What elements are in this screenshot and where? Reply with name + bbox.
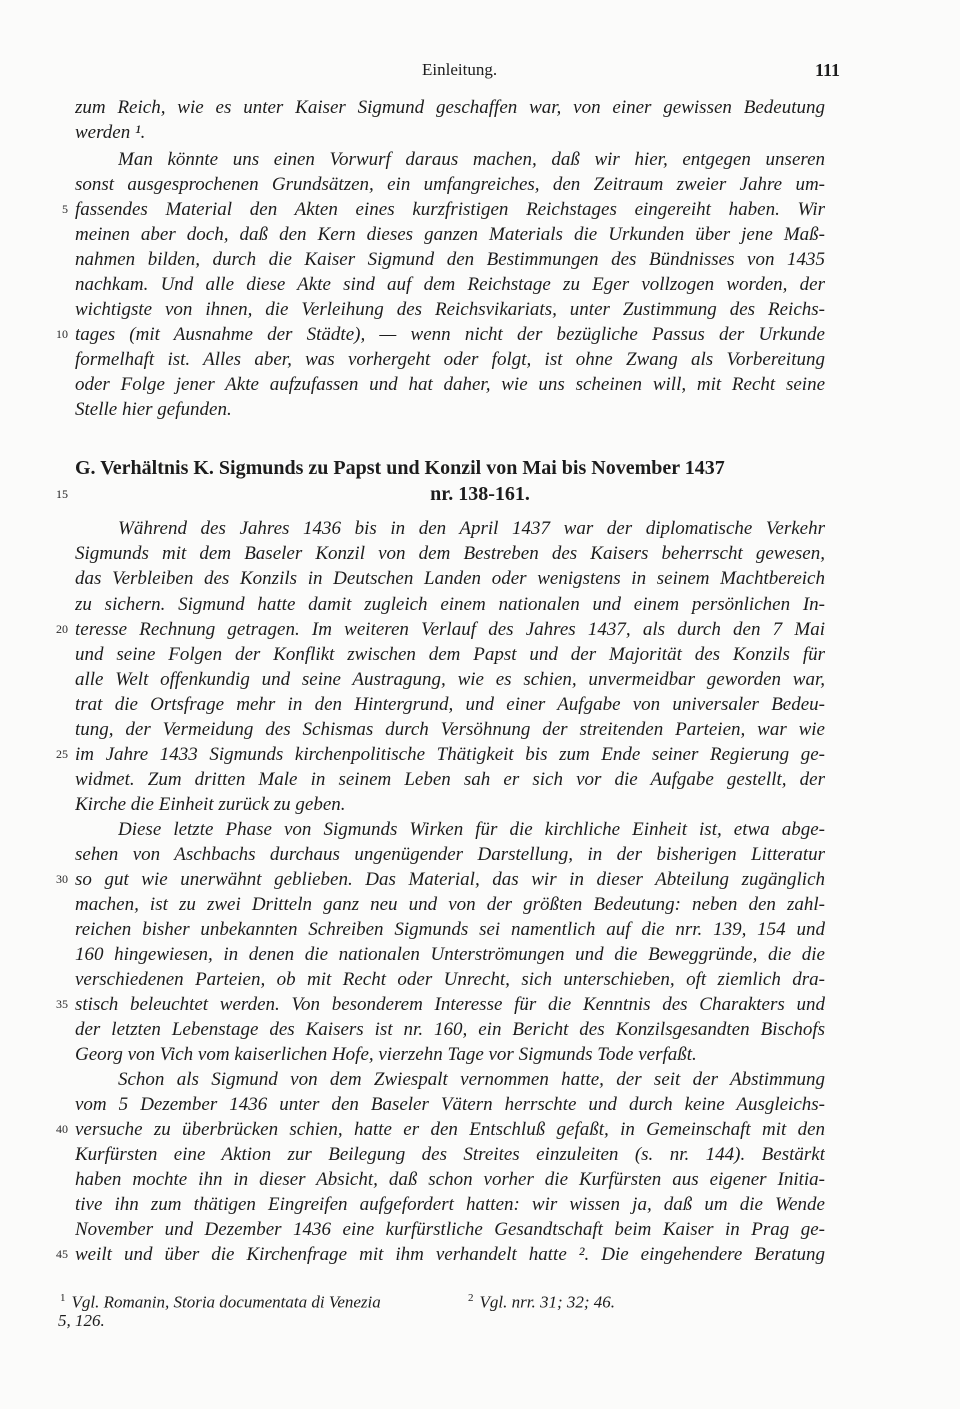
line-number: 5 (62, 202, 68, 216)
line-number: 25 (56, 747, 68, 761)
footnote-1: $^1$ Vgl. Romanin, Storia documentata di Venezia (60, 1292, 381, 1312)
document-page: Einleitung. 111 zum Reich, wie es unter Kaiser Sigmund geschaffen war, von einer gewissen Bedeutung werden ¹. Man könnte uns einen Vorwurf daraus machen, daß wir hier, entgegen unseren sonst ausgesprochenen Grundsätzen, ein umfangreiches, den Zeitraum zweier Jahre um- 5 fassendes Material den Akten eines kurzfristigen Reichstages eingereiht haben. Wir meinen aber doch, daß den Kern dieses ganzen Materials die Urkunden über jene Maß- nahmen bilden, durch die Kaiser Sigmund den Bestimmungen des Bündnisses von 1435 nachkam. Und alle diese Akte sind auf dem Reichstage zu Eger vollzogen worden, der wichtigste von ihnen, die Verleihung des Reichsvikariats, unter Zustimmung des Reichs- 10 tages (mit Ausnahme der Städte), — wenn nicht der bezügliche Passus der Urkunde formelhaft ist. Alles aber, was vorhergeht oder folgt, ist ohne Zwang als Vorbereitung oder Folge jener Akte aufzufassen und hat daher, wie uns scheinen will, mit Recht seine Stelle hier gefunden. G. Verhältnis K. Sigmunds zu Papst und Konzil von Mai bis November 1437 15 nr. 138-161. Während des Jahres 1436 bis in den April 1437 war der diplomatische Verkehr Sigmunds mit dem Baseler Konzil von dem Bestreben des Kaisers beherrscht gewesen, das Verbleiben des Konzils in Deutschen Landen oder wenigstens in seinem Machtbereich zu sichern. Sigmund hatte damit zugleich einem nationalen und einem persönlichen In- 20 teresse Rechnung getragen. Im weiteren Verlauf des Jahres 1437, als durch den 7 Mai und seine Folgen der Konflikt zwischen dem Papst und der Majorität des Konzils für alle Welt offenkundig und seine Austragung, wie es schien, unvermeidbar geworden war, trat die Ortsfrage mehr in den Hintergrund, und einer Aufgabe von universaler Bedeu- tung, der Vermeidung des Schismas durch Versöhnung der streitenden Parteien, war wie 25 im Jahre 1433 Sigmunds kirchenpolitische Thätigkeit bis zum Ende seiner Regierung ge- widmet. Zum dritten Male in seinem Leben sah er sich vor die Aufgabe gestellt, der Kirche die Einheit zurück zu geben. Diese letzte Phase von Sigmunds Wirken für die kirchliche Einheit ist, etwa abge- sehen von Aschbachs durchaus ungenügender Darstellung, in der bisherigen Litteratur 30 so gut wie unerwähnt geblieben. Das Material, das wir in dieser Abteilung zugänglich machen, ist zu zwei Dritteln ganz neu und von der größten Bedeutung: neben den zahl- reichen bisher unbekannten Schreiben Sigmunds sei namentlich auf die nrr. 139, 154 und 160 hingewiesen, in denen die nationalen Unterströmungen und die Beweggründe, die die verschiedenen Parteien, ob mit Recht oder Unrecht, sich unterschieben, oft ziemlich dra- 35 stisch beleuchtet werden. Von besonderem Interesse für die Kenntnis des Charakters und der letzten Lebenstage des Kaisers ist nr. 160, ein Bericht des Konzilsgesandten Bischofs Georg von Vich vom kaiserlichen Hofe, vierzehn Tage vor Sigmunds Tode verfaßt. Schon als Sigmund von dem Zwiespalt vernommen hatte, der seit der Abstimmung vom 5 Dezember 1436 unter den Baseler Vätern herrschte und durch keine Ausgleichs- 40 versuche zu überbrücken schien, hatte er den Entschluß gefaßt, in Gemeinschaft mit den Kurfürsten eine Aktion zur Beilegung des Streites einzuleiten (s. nr. 144). Bestärkt haben mochte ihn in dieser Absicht, daß schon vorher die Kurfürsten aus eigener Initia- tive ihn zum thätigen Eingreifen aufgefordert hatten: wir wissen ja, daß um die Wende November und Dezember 1436 eine kurfürstliche Gesandtschaft beim Kaiser in Prag ge- 45 weilt und über die Kirchenfrage mit ihm verhandelt hatte ². Die eingehendere Beratung $^1$ Vgl. Romanin, Storia documentata di Venezia 5, 126. $^2$ Vgl. nrr. 31; 32; 46. (0, 0, 960, 1409)
section-heading: G. Verhältnis K. Sigmunds zu Papst und Konzil von Mai bis November 1437 (75, 457, 725, 479)
section-heading-number: 15 nr. 138-161. (0, 481, 960, 507)
line-number: 10 (56, 327, 68, 341)
line-number: 35 (56, 997, 68, 1011)
line-number: 20 (56, 622, 68, 636)
line-number: 40 (56, 1122, 68, 1136)
footnote-mark: 1 (60, 1292, 66, 1304)
page-number: 111 (815, 60, 841, 80)
line-number: 30 (56, 872, 68, 886)
line-number: 45 (56, 1247, 68, 1261)
footnote-1-continuation: 5, 126. (58, 1311, 105, 1330)
line-number: 15 (56, 487, 68, 501)
footnote-2: $^2$ Vgl. nrr. 31; 32; 46. (468, 1292, 616, 1312)
footnote-mark: 2 (468, 1292, 474, 1304)
running-title: Einleitung. (422, 60, 498, 79)
